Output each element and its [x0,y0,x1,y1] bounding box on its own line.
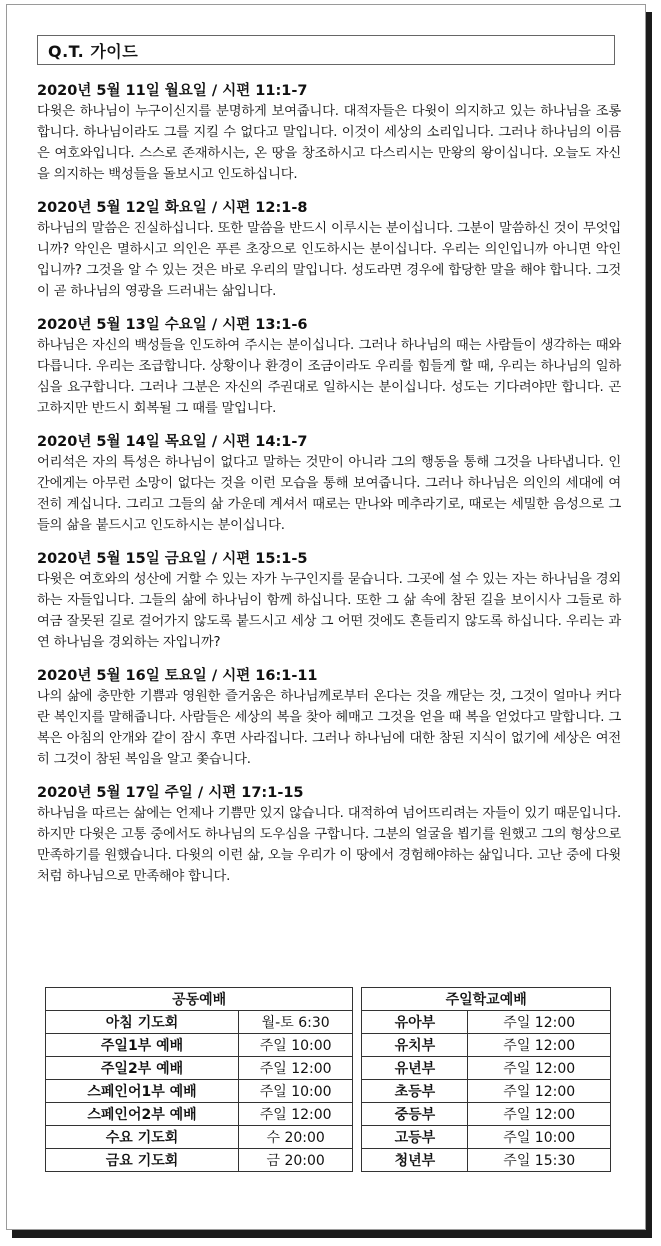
entry-title: 2020년 5월 16일 토요일 / 시편 16:1-11 [37,668,318,684]
schedule-row [46,1149,611,1172]
schedule-row [46,1080,611,1103]
section-header [37,35,615,65]
entry-title: 2020년 5월 17일 주일 / 시편 17:1-15 [37,785,304,801]
schedule-row [46,1126,611,1149]
dept-time: 주일 12:00 [468,1057,611,1080]
service-time: 주일 10:00 [239,1034,353,1057]
service-name: 스페인어1부 예배 [46,1080,239,1103]
dept-time: 주일 10:00 [468,1126,611,1149]
schedule-header-row [46,988,611,1011]
entry-body: 다윗은 하나님이 누구이신지를 분명하게 보여줍니다. 대적자들은 다윗이 의지하고 있는 하나님을 조롱합니다. 하나님이라도 그를 지킬 수 없다고 말입니다. 이것이 세상의 소리입니다. 그러나 하나님의 이름은 여호와입니다. 스스로 존재하시는, 온 땅을 창조하시고 다스리시는 만왕의 왕이십니다. 오늘도 자신을 의지하는 백성들을 돌보시고 인도하십니다. [37,104,621,182]
qt-entry [37,432,621,536]
schedule-row [46,1057,611,1080]
qt-entry [37,315,621,419]
left-header: 공동예배 [46,988,353,1011]
service-name: 스페인어2부 예배 [46,1103,239,1126]
entry-title: 2020년 5월 13일 수요일 / 시편 13:1-6 [37,317,308,333]
dept-time: 주일 12:00 [468,1080,611,1103]
qt-entry [37,198,621,302]
entry-body: 하나님은 자신의 백성들을 인도하여 주시는 분이십니다. 그러나 하나님의 때는 사람들이 생각하는 때와 다릅니다. 우리는 조급합니다. 상황이나 환경이 조금이라도 우리를 힘들게 할 때, 우리는 하나님의 일하심을 요구합니다. 그러나 그분은 자신의 주권대로 일하시는 분이십니다. 성도는 기다려야만 합니다. 곤고하지만 반드시 회복될 그 때를 말입니다. [37,338,621,416]
entry-title: 2020년 5월 14일 목요일 / 시편 14:1-7 [37,434,308,450]
entry-body: 다윗은 여호와의 성산에 거할 수 있는 자가 누구인지를 묻습니다. 그곳에 설 수 있는 자는 하나님을 경외하는 자들입니다. 그들의 삶에 하나님이 함께 하십니다. 또한 그 삶 속에 참된 길을 보이시사 그들로 하여금 잘못된 길로 걸어가지 않도록 붙드시고 세상 그 어떤 것에도 흔들리지 않도록 하십니다. 우리는 과연 하나님을 경외하는 자입니까? [37,572,621,650]
entry-title: 2020년 5월 15일 금요일 / 시편 15:1-5 [37,551,308,567]
schedule-row [46,1034,611,1057]
entry-body: 나의 삶에 충만한 기쁨과 영원한 즐거움은 하나님께로부터 온다는 것을 깨닫는 것, 그것이 얼마나 커다란 복인지를 말해줍니다. 사람들은 세상의 복을 찾아 헤매고 그것을 얻을 때 복을 얻었다고 말합니다. 그 복은 아침의 안개와 같이 잠시 후면 사라집니다. 그러나 하나님에 대한 참된 지식이 없기에 세상은 여전히 그것이 참된 복임을 알고 쫓습니다. [37,689,621,767]
section-title: Q.T. 가이드 [48,41,139,61]
qt-entry [37,81,621,185]
entry-body: 어리석은 자의 특성은 하나님이 없다고 말하는 것만이 아니라 그의 행동을 통해 그것을 나타냅니다. 인간에게는 아무런 소망이 없다는 것을 이런 모습을 통해 보여줍니다. 그러나 하나님은 의인의 세대에 여전히 계십니다. 그리고 그들의 삶 가운데 계셔서 때로는 만나와 메추라기로, 때로는 세밀한 음성으로 그들의 삶을 붙드시고 인도하시는 분이십니다. [37,455,621,533]
dept-name: 중등부 [362,1103,468,1126]
entry-title: 2020년 5월 12일 화요일 / 시편 12:1-8 [37,200,308,216]
qt-entry [37,666,621,770]
service-name: 주일1부 예배 [46,1034,239,1057]
qt-entries [37,81,621,900]
worship-schedule-table [45,987,611,1172]
qt-entry [37,783,621,887]
dept-name: 청년부 [362,1149,468,1172]
service-time: 월-토 6:30 [239,1011,353,1034]
service-time: 주일 12:00 [239,1103,353,1126]
bulletin-page [6,4,646,1230]
service-name: 주일2부 예배 [46,1057,239,1080]
service-time: 주일 12:00 [239,1057,353,1080]
right-header: 주일학교예배 [362,988,611,1011]
schedule-row [46,1011,611,1034]
dept-name: 고등부 [362,1126,468,1149]
service-name: 금요 기도회 [46,1149,239,1172]
entry-body: 하나님을 따르는 삶에는 언제나 기쁨만 있지 않습니다. 대적하여 넘어뜨리려는 자들이 있기 때문입니다. 하지만 다윗은 고통 중에서도 하나님의 도우심을 구합니다. 그분의 얼굴을 뵙기를 원했고 그의 형상으로 만족하기를 원했습니다. 다윗의 이런 삶, 오늘 우리가 이 땅에서 경험해야하는 삶입니다. 고난 중에 다윗처럼 하나님으로 만족해야 합니다. [37,806,621,884]
service-time: 금 20:00 [239,1149,353,1172]
dept-time: 주일 12:00 [468,1103,611,1126]
dept-time: 주일 12:00 [468,1034,611,1057]
service-time: 주일 10:00 [239,1080,353,1103]
entry-body: 하나님의 말씀은 진실하십니다. 또한 말씀을 반드시 이루시는 분이십니다. 그분이 말씀하신 것이 무엇입니까? 악인은 멸하시고 의인은 푸른 초장으로 인도하시는 분이십니다. 우리는 의인입니까 아니면 악인입니까? 그것을 알 수 있는 것은 바로 우리의 말입니다. 성도라면 경우에 합당한 말을 해야 합니다. 그것이 곧 하나님의 영광을 드러내는 삶입니다. [37,221,621,299]
dept-name: 유아부 [362,1011,468,1034]
service-name: 수요 기도회 [46,1126,239,1149]
dept-time: 주일 12:00 [468,1011,611,1034]
dept-name: 유치부 [362,1034,468,1057]
dept-name: 유년부 [362,1057,468,1080]
qt-entry [37,549,621,653]
dept-name: 초등부 [362,1080,468,1103]
schedule-row [46,1103,611,1126]
dept-time: 주일 15:30 [468,1149,611,1172]
service-name: 아침 기도회 [46,1011,239,1034]
entry-title: 2020년 5월 11일 월요일 / 시편 11:1-7 [37,83,308,99]
service-time: 수 20:00 [239,1126,353,1149]
